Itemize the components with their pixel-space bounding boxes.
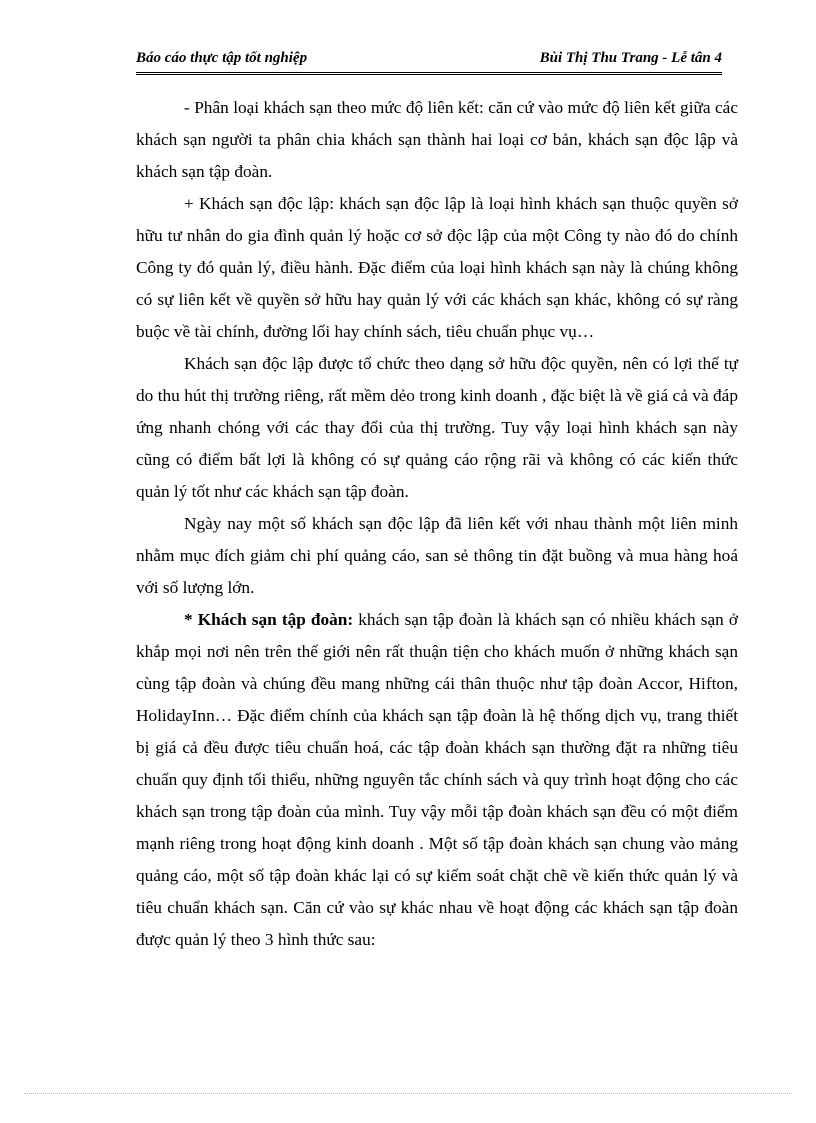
group-hotel-term: * Khách sạn tập đoàn: <box>184 610 354 629</box>
author-name: Bùi Thị Thu Trang - Lễ tân 4 <box>539 50 722 66</box>
paragraph-independent-advantages: Khách sạn độc lập được tổ chức theo dạng sở hữu độc quyền, nên có lợi thế tự do thu hút thị trường riêng, rất mềm dẻo trong kinh doanh , đặc biệt là về giá cả và đáp ứng nhanh chóng với các thay đổi của thị trường. Tuy vậy loại hình khách sạn này cũng có điểm bất lợi là không có sự quảng cáo rộng rãi và không có các kiến thức quản lý tốt như các khách sạn tập đoàn. <box>136 354 738 501</box>
paragraph-group-hotel <box>136 604 738 956</box>
report-title: Báo cáo thực tập tốt nghiệp <box>136 50 308 66</box>
paragraph-independent-hotel: + Khách sạn độc lập: khách sạn độc lập là loại hình khách sạn thuộc quyền sở hữu tư nhân do gia đình quản lý hoặc cơ sở độc lập của một Công ty nào đó do chính Công ty đó quản lý, điều hành. Đặc điểm của loại hình khách sạn này là chúng không có sự liên kết về quyền sở hữu hay quản lý với các khách sạn khác, không có sự ràng buộc về tài chính, đường lối hay chính sách, tiêu chuẩn phục vụ… <box>136 194 738 341</box>
page-header <box>136 48 722 75</box>
paragraph-classification: - Phân loại khách sạn theo mức độ liên kết: căn cứ vào mức độ liên kết giữa các khách sạn người ta phân chia khách sạn thành hai loại cơ bản, khách sạn độc lập và khách sạn tập đoàn. <box>136 98 738 181</box>
paragraph-alliance: Ngày nay một số khách sạn độc lập đã liên kết với nhau thành một liên minh nhằm mục đích giảm chi phí quảng cáo, san sẻ thông tin đặt buồng và mua hàng hoá với số lượng lớn. <box>136 514 738 597</box>
page-bottom-divider <box>24 1093 792 1094</box>
document-body <box>136 92 738 956</box>
group-hotel-text: khách sạn tập đoàn là khách sạn có nhiều khách sạn ở khắp mọi nơi nên trên thế giới nên rất thuận tiện cho khách muốn ở những khách sạn cùng tập đoàn và chúng đều mang những cái thân thuộc như tập đoàn Accor, Hifton, HolidayInn… Đặc điểm chính của khách sạn tập đoàn là hệ thống dịch vụ, trang thiết bị giá cả đều được tiêu chuẩn hoá, các tập đoàn khách sạn thường đặt ra những tiêu chuẩn quy định tối thiểu, những nguyên tắc chính sách và quy trình hoạt động cho các khách sạn trong tập đoàn của mình. Tuy vậy mỗi tập đoàn khách sạn đều có một điểm mạnh riêng trong hoạt động kinh doanh . Một số tập đoàn khách sạn chung vào mảng quảng cáo, một số tập đoàn khác lại có sự kiểm soát chặt chẽ về kiến thức quản lý và tiêu chuẩn khách sạn. Căn cứ vào sự khác nhau về hoạt động các khách sạn tập đoàn được quản lý theo 3 hình thức sau: <box>136 610 738 949</box>
